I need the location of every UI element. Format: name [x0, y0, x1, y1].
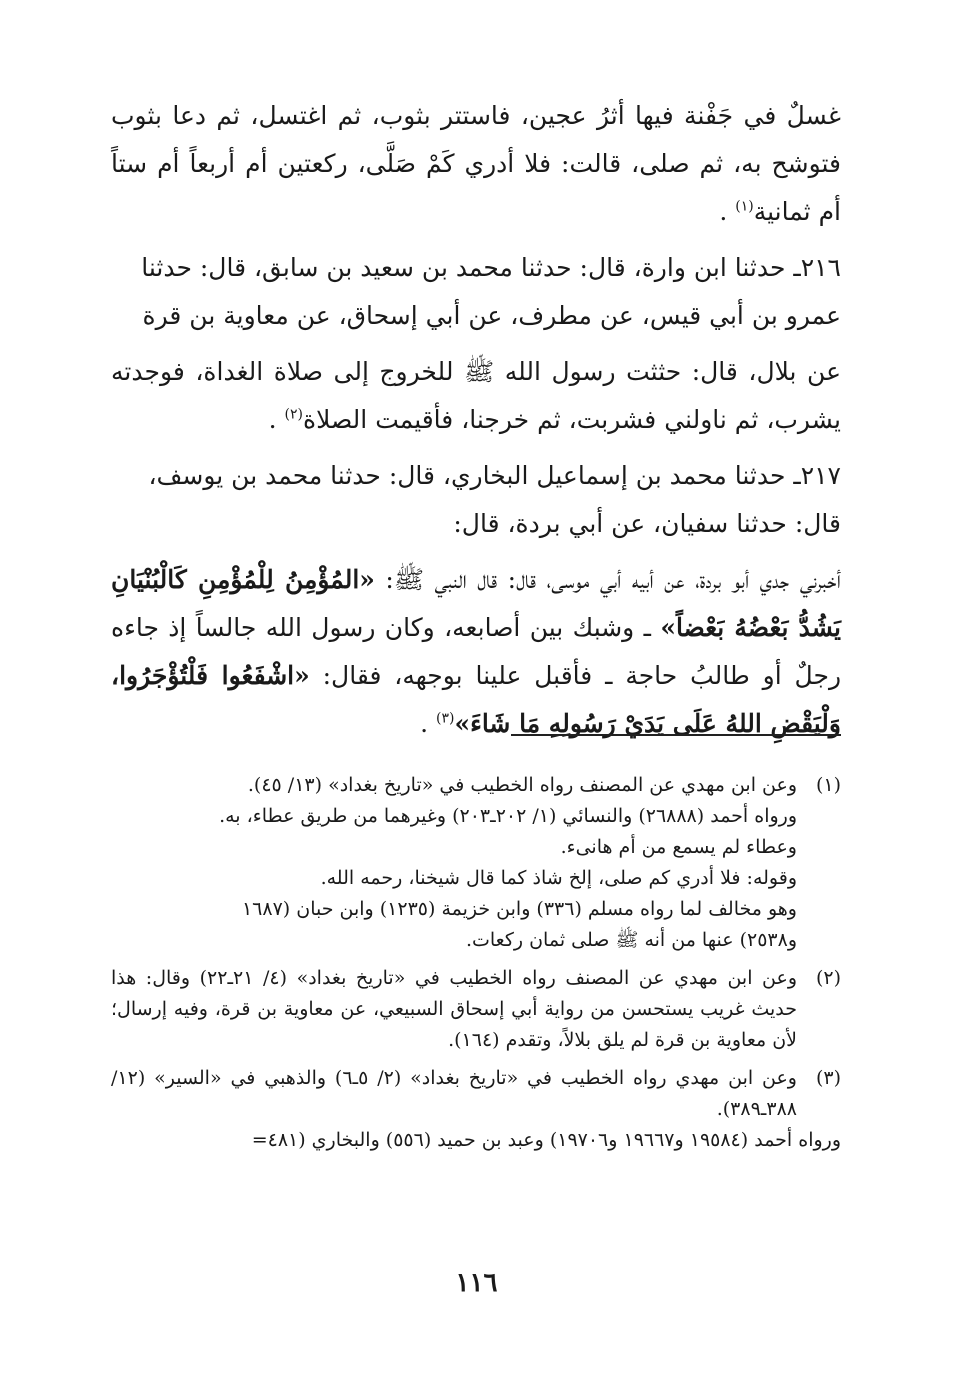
footnote-line: وعطاء لم يسمع من أم هانىء.	[560, 836, 797, 858]
footnote-1	[111, 770, 841, 956]
hadith-216-isnad	[111, 244, 841, 340]
isnad-line: ٢١٧ـ حدثنا محمد بن إسماعيل البخاري، قال: حدثنا محمد بن يوسف،	[148, 461, 841, 490]
footnote-line: و٢٥٣٨) عنها من أنه ﷺ صلى ثمان ركعات.	[465, 929, 797, 951]
period: .	[268, 405, 277, 434]
hadith-217-isnad	[111, 452, 841, 548]
prophetic-quote: «اشْفَعُوا فَلْتُؤْجَرُوا، وَلْيَقْضِ اللهُ عَلَى يَدَيْ رَسُولِهِ مَا شَاءَ»	[111, 661, 841, 738]
prophetic-quote: «المُؤْمِنُ لِلْمُؤْمِنِ كَالْبُنْيَانِ يَشُدُّ بَعْضُهُ بَعْضاً»	[111, 565, 841, 642]
paragraph-text: عن بلال، قال: حثثت رسول الله ﷺ للخروج إلى صلاة الغداة، فوجدته يشرب، ثم ناولني فشربت، ثم خرجنا، فأقيمت الصلاة	[111, 357, 841, 434]
footnote-text: وعن ابن مهدي رواه الخطيب في «تاريخ بغداد» (٢/ ٥ـ٦) والذهبي في «السير» (١٢/ ٣٨٨ـ٣٨٩).	[111, 1067, 797, 1120]
footnote-line: وعن ابن مهدي عن المصنف رواه الخطيب في «تاريخ بغداد» (١٣/ ٤٥).	[247, 774, 797, 796]
period: .	[719, 197, 728, 226]
isnad-line: عمرو بن أبي قيس، عن مطرف، عن أبي إسحاق، عن معاوية بن قرة	[142, 301, 841, 330]
footnote-3	[111, 1063, 841, 1156]
paragraph-text: أخبرني جدي أبو بردة، عن أبيه أبي موسى، قال: قال النبي ﷺ:	[374, 565, 841, 594]
main-text	[111, 92, 841, 756]
footnote-separator	[511, 734, 841, 736]
paragraph-text: غسلٌ في جَفْنة فيها أثرُ عجين، فاستتر بثوب، ثم اغتسل، ثم دعا بثوب فتوشح به، ثم صلى، قالت: فلا أدري كَمْ صَلَّى، ركعتين أم أربعاً أم ستاً أم ثمانية	[111, 101, 841, 226]
footnote-text: وعن ابن مهدي عن المصنف رواه الخطيب في «تاريخ بغداد» (٤/ ٢١ـ٢٢) وقال: هذا حديث غريب يستحسن من رواية أبي إسحاق السبيعي، عن معاوية بن قرة، وفيه إرسال؛ لأن معاوية بن قرة لم يلق بلالاً، وتقدم (١٦٤).	[111, 967, 797, 1051]
footnote-marker: (١)	[735, 198, 754, 215]
hadith-217-matn	[111, 556, 841, 748]
footnote-line: وهو مخالف لما رواه مسلم (٣٣٦) وابن خزيمة (١٢٣٥) وابن حبان (١٦٨٧	[241, 898, 797, 920]
footnote-number: (٣)	[815, 1067, 841, 1089]
footnotes	[111, 770, 841, 1163]
footnote-continuation: ورواه أحمد (١٩٥٨٤ و١٩٦٦٧ و١٩٧٠٦) وعبد بن حميد (٥٥٦) والبخاري (٤٨١=	[251, 1129, 841, 1151]
footnote-line: ورواه أحمد (٢٦٨٨٨) والنسائي (١/ ٢٠٢ـ٢٠٣) وغيرهما من طريق عطاء، به.	[219, 805, 797, 827]
isnad-line: ٢١٦ـ حدثنا ابن وارة، قال: حدثنا محمد بن سعيد بن سابق، قال: حدثنا	[141, 253, 841, 282]
paragraph-text: ـ وشبك بين أصابعه، وكان رسول الله جالساً إذ جاءه رجلٌ أو طالبُ حاجة ـ فأقبل علينا بوجهه، فقال:	[111, 613, 842, 690]
footnote-2	[111, 963, 841, 1056]
hadith-216-matn	[111, 348, 841, 444]
period: .	[420, 709, 429, 738]
isnad-line: قال: حدثنا سفيان، عن أبي بردة، قال:	[453, 509, 841, 538]
page-number: ١١٦	[455, 1268, 498, 1298]
footnote-number: (٢)	[815, 967, 841, 989]
footnote-line: وقوله: فلا أدري كم صلى، إلخ شاذ كما قال شيخنا، رحمه الله.	[320, 867, 797, 889]
footnote-marker: (٣)	[435, 710, 455, 727]
paragraph-continuation	[111, 92, 841, 236]
footnote-number: (١)	[815, 774, 841, 796]
footnote-marker: (٢)	[284, 406, 303, 423]
